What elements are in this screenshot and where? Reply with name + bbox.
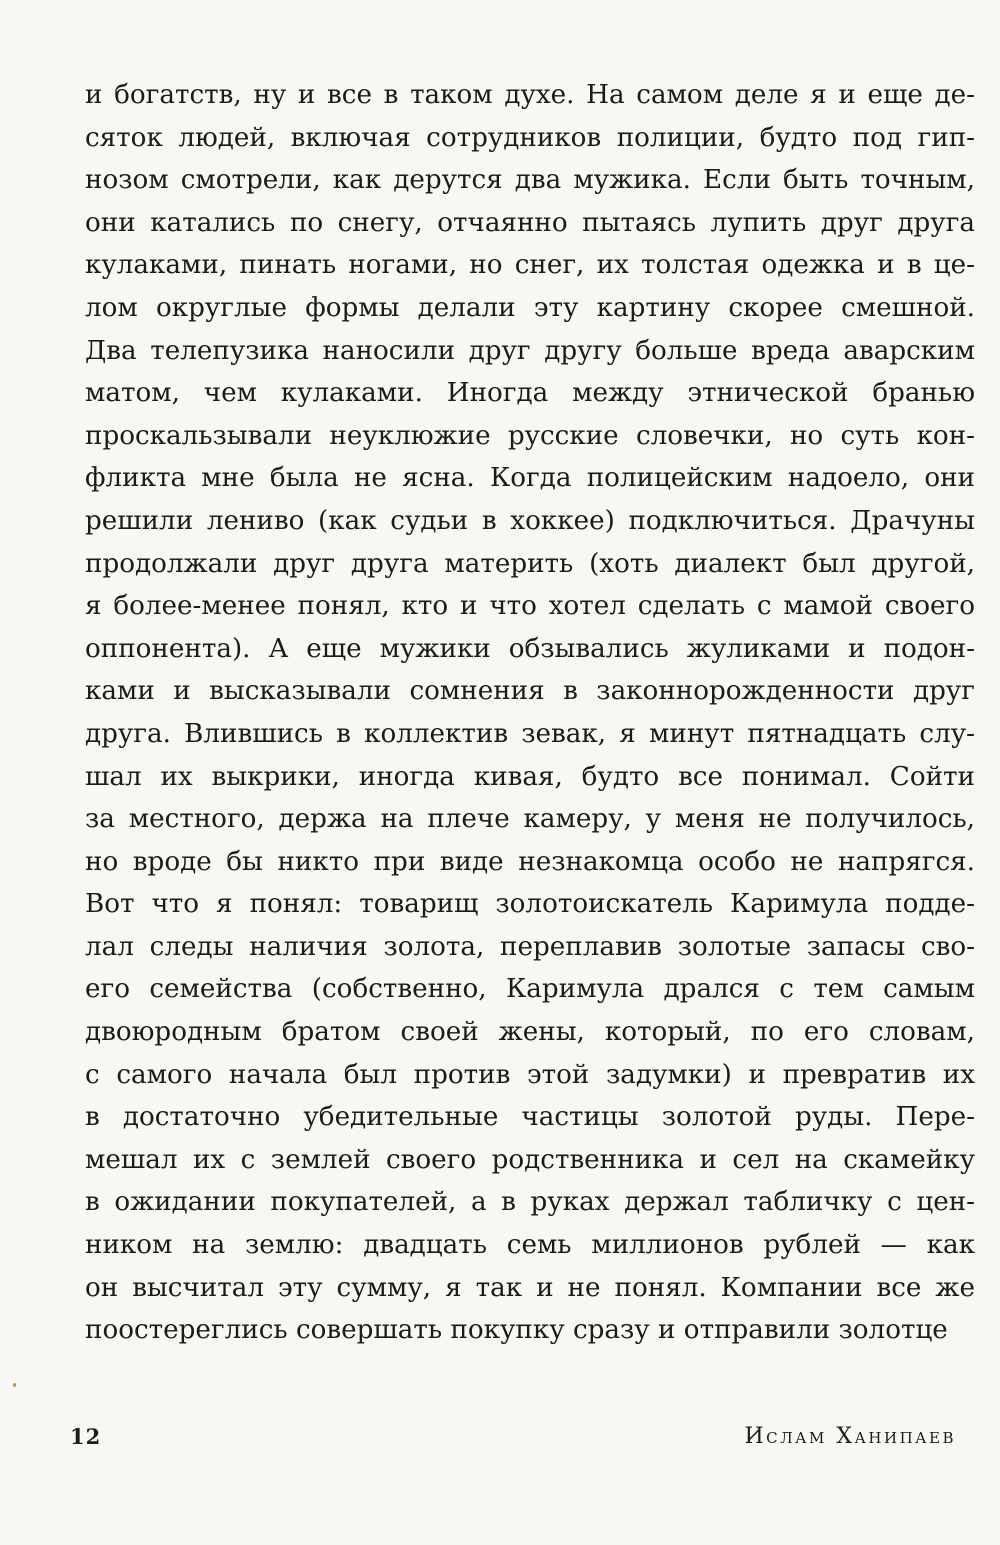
text-line: нозом смотрели, как дерутся два мужика. Если быть точным, xyxy=(85,165,975,196)
text-line: оппонента). А еще мужики обзывались жуликами и подон- xyxy=(85,633,975,664)
text-line: с самого начала был против этой задумки) и превратив их xyxy=(85,1059,975,1090)
text-line: ником на землю: двадцать семь миллионов рублей — как xyxy=(85,1230,975,1261)
text-line: друга. Влившись в коллектив зевак, я минут пятнадцать слу- xyxy=(85,718,975,749)
text-line: шал их выкрики, иногда кивая, будто все понимал. Сойти xyxy=(85,761,975,792)
text-line: я более-менее понял, кто и что хотел сделать с мамой своего xyxy=(85,591,975,622)
text-line: и богатств, ну и все в таком духе. На самом деле я и еще де- xyxy=(85,80,975,110)
text-line: двоюродным братом своей жены, который, по его словам, xyxy=(85,1017,975,1048)
text-line: Два телепузика наносили друг другу больше вреда аварским xyxy=(85,335,975,366)
text-line: они катались по снегу, отчаянно пытаясь лупить друг друга xyxy=(85,207,975,238)
text-line: матом, чем кулаками. Иногда между этнической бранью xyxy=(85,378,975,409)
text-line: Вот что я понял: товарищ золотоискатель Каримула подде- xyxy=(85,889,975,920)
text-line: его семейства (собственно, Каримула дрался с тем самым xyxy=(85,974,975,1005)
text-line: фликта мне была не ясна. Когда полицейским надоело, они xyxy=(85,463,975,494)
page-footer xyxy=(70,1424,956,1464)
text-line: поостереглись совершать покупку сразу и отправили золотце xyxy=(85,1315,948,1346)
text-line: ками и высказывали сомнения в законнорожденности друг xyxy=(85,676,975,707)
text-line: мешал их с землей своего родственника и сел на скамейку xyxy=(85,1144,975,1175)
body-text xyxy=(85,74,975,1352)
text-line: продолжали друг друга материть (хоть диалект был другой, xyxy=(85,548,975,579)
page-number: 12 xyxy=(70,1424,102,1449)
text-line: решили лениво (как судьи в хоккее) подключиться. Драчуны xyxy=(85,505,975,536)
text-line: проскальзывали неуклюжие русские словечки, но суть кон- xyxy=(85,420,975,451)
paper-speck xyxy=(13,1383,16,1387)
text-line: кулаками, пинать ногами, но снег, их толстая одежка и в це- xyxy=(85,250,975,281)
text-line: сяток людей, включая сотрудников полиции, будто под гип- xyxy=(85,122,975,153)
text-line: он высчитал эту сумму, я так и не понял. Компании все же xyxy=(85,1272,975,1303)
text-line: за местного, держа на плече камеру, у меня не получилось, xyxy=(85,804,975,835)
text-line: в достаточно убедительные частицы золотой руды. Пере- xyxy=(85,1102,975,1133)
text-line: лал следы наличия золота, переплавив золотые запасы сво- xyxy=(85,931,975,962)
text-line: лом округлые формы делали эту картину скорее смешной. xyxy=(85,292,975,323)
text-line: в ожидании покупателей, а в руках держал табличку с цен- xyxy=(85,1187,975,1218)
running-footer-author: Ислам Ханипаев xyxy=(744,1424,956,1449)
text-line: но вроде бы никто при виде незнакомца особо не напрягся. xyxy=(85,846,975,877)
